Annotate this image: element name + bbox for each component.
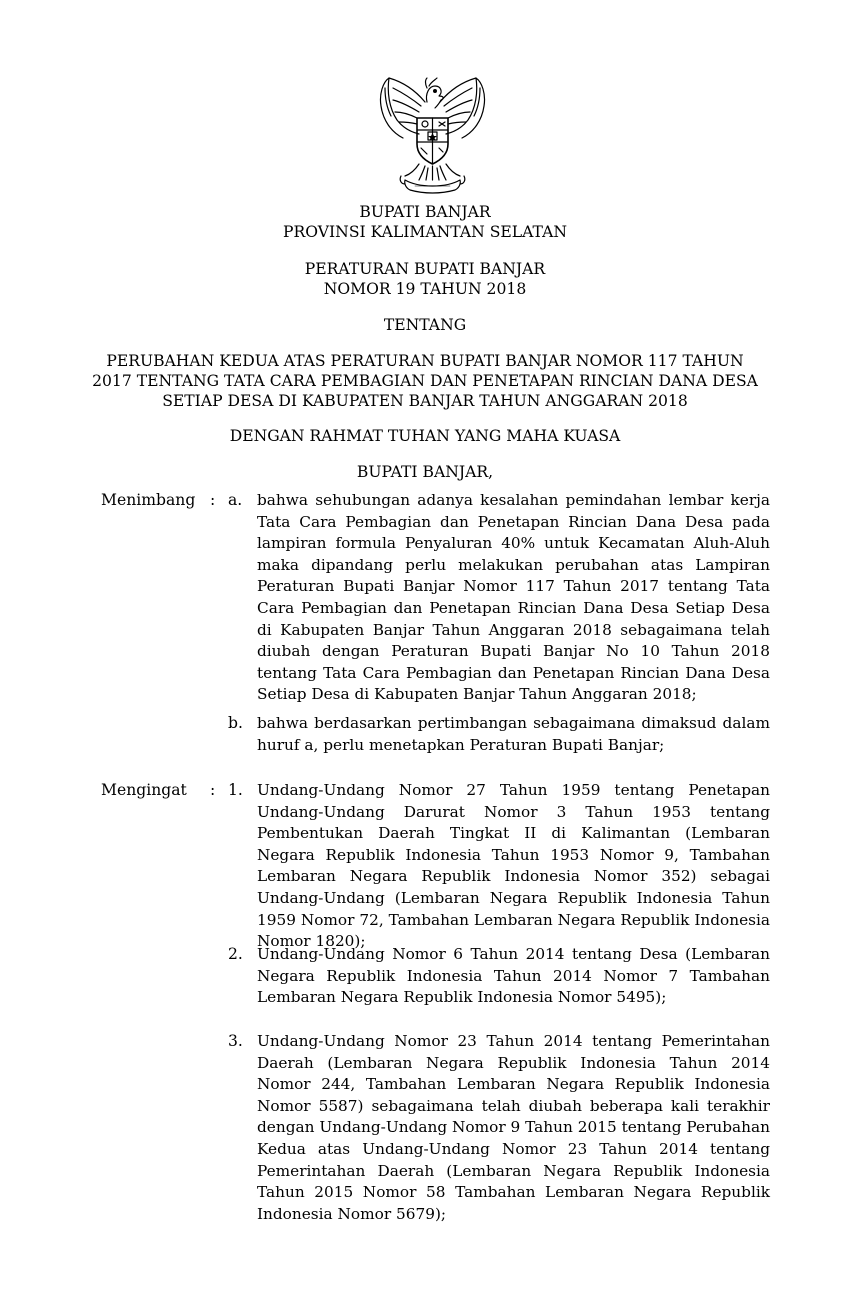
mengingat-label: Mengingat — [101, 781, 187, 799]
menimbang-label: Menimbang — [101, 491, 196, 509]
mengingat-item-1-marker: 1. — [228, 781, 243, 799]
issuer-province: PROVINSI KALIMANTAN SELATAN — [283, 223, 567, 241]
subject-line-1: PERUBAHAN KEDUA ATAS PERATURAN BUPATI BANJAR NOMOR 117 TAHUN — [106, 352, 744, 370]
regulation-title: PERATURAN BUPATI BANJAR — [304, 260, 546, 278]
mengingat-item-1-text: Undang-Undang Nomor 27 Tahun 1959 tentang Penetapan Undang-Undang Darurat Nomor 3 Tahun 1953 tentang Pembentukan Daerah Tingkat II di Kalimantan (Lembaran Negara Republik Indonesia Tahun 1953 Nomor 9, Tambahan Lembaran Negara Republik Indonesia Nomor 352) sebagai Undang-Undang (Lembaran Negara Republik Indonesia Tahun 1959 Nomor 72, Tambahan Lembaran Negara Republik Indonesia Nomor 1820); — [257, 781, 770, 951]
authority-text: BUPATI BANJAR, — [356, 463, 494, 481]
about-label — [0, 315, 850, 335]
invocation — [0, 426, 850, 446]
mengingat-item-2-text: Undang-Undang Nomor 6 Tahun 2014 tentang Desa (Lembaran Negara Republik Indonesia Tahun 2014 Nomor 7 Tambahan Lembaran Negara Republik Indonesia Nomor 5495); — [257, 945, 770, 1007]
about-label-text: TENTANG — [383, 316, 467, 334]
menimbang-item-b-text: bahwa berdasarkan pertimbangan sebagaimana dimaksud dalam huruf a, perlu menetapkan Peraturan Bupati Banjar; — [257, 714, 770, 754]
menimbang-colon: : — [210, 491, 216, 509]
menimbang-item-a-marker: a. — [228, 491, 243, 509]
garuda-emblem-icon — [375, 72, 490, 194]
invocation-text: DENGAN RAHMAT TUHAN YANG MAHA KUASA — [229, 427, 621, 445]
issuer-block — [0, 202, 850, 242]
menimbang-item-b-marker: b. — [228, 714, 243, 732]
mengingat-colon: : — [210, 781, 216, 799]
issuer-title: BUPATI BANJAR — [359, 203, 491, 221]
menimbang-item-a-text: bahwa sehubungan adanya kesalahan pemindahan lembar kerja Tata Cara Pembagian dan Penetapan Rincian Dana Desa pada lampiran formula Penyaluran 40% untuk Kecamatan Aluh-Aluh maka dipandang perlu melakukan perubahan atas Lampiran Peraturan Bupati Banjar Nomor 117 Tahun 2017 tentang Tata Cara Pembagian dan Penetapan Rincian Dana Desa Setiap Desa di Kabupaten Banjar Tahun Anggaran 2018 sebagaimana telah diubah dengan Peraturan Bupati Banjar No 10 Tahun 2018 tentang Tata Cara Pembagian dan Penetapan Rincian Dana Desa Setiap Desa di Kabupaten Banjar Tahun Anggaran 2018; — [257, 491, 770, 704]
mengingat-item-2-marker: 2. — [228, 945, 243, 963]
regulation-block — [0, 259, 850, 299]
regulation-number: NOMOR 19 TAHUN 2018 — [323, 280, 527, 298]
subject-line-2: 2017 TENTANG TATA CARA PEMBAGIAN DAN PENETAPAN RINCIAN DANA DESA — [92, 372, 758, 390]
mengingat-item-3-text: Undang-Undang Nomor 23 Tahun 2014 tentang Pemerintahan Daerah (Lembaran Negara Republik Indonesia Tahun 2014 Nomor 244, Tambahan Lembaran Negara Republik Indonesia Nomor 5587) sebagaimana telah diubah beberapa kali terakhir dengan Undang-Undang Nomor 9 Tahun 2015 tentang Perubahan Kedua atas Undang-Undang Nomor 23 Tahun 2014 tentang Pemerintahan Daerah (Lembaran Negara Republik Indonesia Tahun 2015 Nomor 58 Tambahan Lembaran Negara Republik Indonesia Nomor 5679); — [257, 1032, 770, 1223]
subject-line-3: SETIAP DESA DI KABUPATEN BANJAR TAHUN ANGGARAN 2018 — [162, 392, 688, 410]
authority — [0, 462, 850, 482]
subject-block — [0, 351, 850, 411]
mengingat-item-3-marker: 3. — [228, 1032, 243, 1050]
